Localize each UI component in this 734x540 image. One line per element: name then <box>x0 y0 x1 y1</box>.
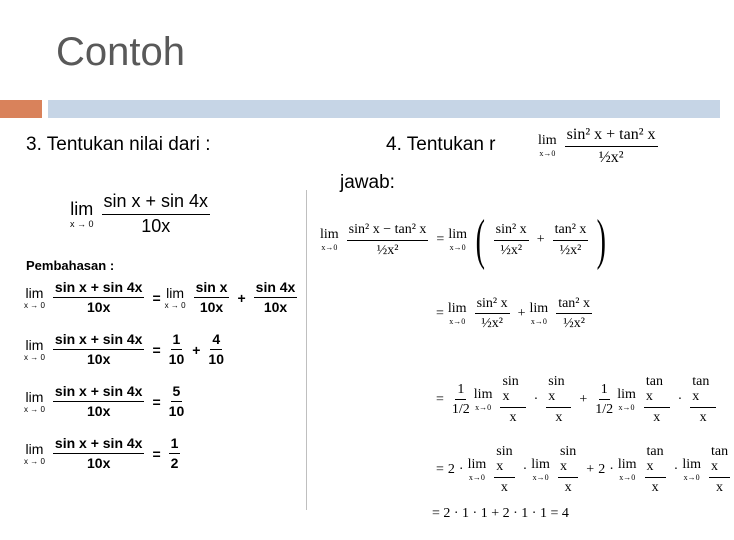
q4-step-1: lim x→0 $\frac{\text{sin² x − tan² x}}{\text{½x²}}$ = lim x→0 ( $\frac{\text{sin² x}}{\text{½x²}}$ + $\frac{\text{tan² x}}{\text{½x²}}$ ) <box>320 209 607 271</box>
column-divider <box>306 190 307 510</box>
pembahasan-label: Pembahasan : <box>26 258 115 273</box>
q4-final-result: = 2 · 1 · 1 + 2 · 1 · 1 = 4 <box>432 506 569 521</box>
question-3-label: 3. Tentukan nilai dari : <box>26 134 211 155</box>
fraction: $\frac{\text{sin x + sin 4x}}{10x}$ <box>103 191 209 236</box>
q3-step-4: lim x → 0 $\frac{\text{sin x + sin 4x}}{10x}$ = $\frac{1}{2}$ <box>24 435 179 472</box>
accent-bar-orange <box>0 100 42 118</box>
fraction: $\frac{\text{sin² x + tan² x}}{\text{½x²}}$ <box>566 126 656 166</box>
q3-limit-expression <box>70 192 214 237</box>
q3-step-3: lim x → 0 $\frac{\text{sin x + sin 4x}}{10x}$ = $\frac{5}{10}$ <box>24 383 185 420</box>
question-4-label: 4. Tentukan r <box>386 134 496 155</box>
q4-limit-expression <box>538 126 662 166</box>
lim-operator: lim x→0 <box>538 133 557 159</box>
q4-step-4: = 2 · lim x→0 $\frac{\text{sin x}}{x}$ · lim x→0 $\frac{\text{sin x}}{x}$ + 2 · lim x→0 $\frac{\text{tan x}}{x}$ · lim x→0 $\frac{\text{tan x}}{x}$ <box>436 444 729 495</box>
lim-operator: lim x → 0 <box>70 198 94 229</box>
accent-bar-blue <box>48 100 720 118</box>
slide-title: Contoh <box>56 30 185 74</box>
q4-step-3: = $\frac{1}{1/2}$ lim x→0 $\frac{\text{sin x}}{x}$ · $\frac{\text{sin x}}{x}$ + $\frac{1}{1/2}$ lim x→0 $\frac{\text{tan x}}{x}$ · $\frac{\text{tan x}}{x}$ <box>432 374 720 425</box>
q4-step-2: = lim x→0 $\frac{\text{sin² x}}{\text{½x²}}$ + lim x→0 $\frac{\text{tan² x}}{\text{½x²}}$ <box>436 296 591 332</box>
q3-step-1: lim x → 0 $\frac{\text{sin x + sin 4x}}{10x}$ = lim x → 0 $\frac{\text{sin x}}{10x}$ + $\frac{\sin 4x}{10x}$ <box>24 279 296 316</box>
q3-step-2: lim x → 0 $\frac{\text{sin x + sin 4x}}{10x}$ = $\frac{1}{10}$ + $\frac{4}{10}$ <box>24 331 224 368</box>
answer-label: jawab: <box>340 172 395 193</box>
